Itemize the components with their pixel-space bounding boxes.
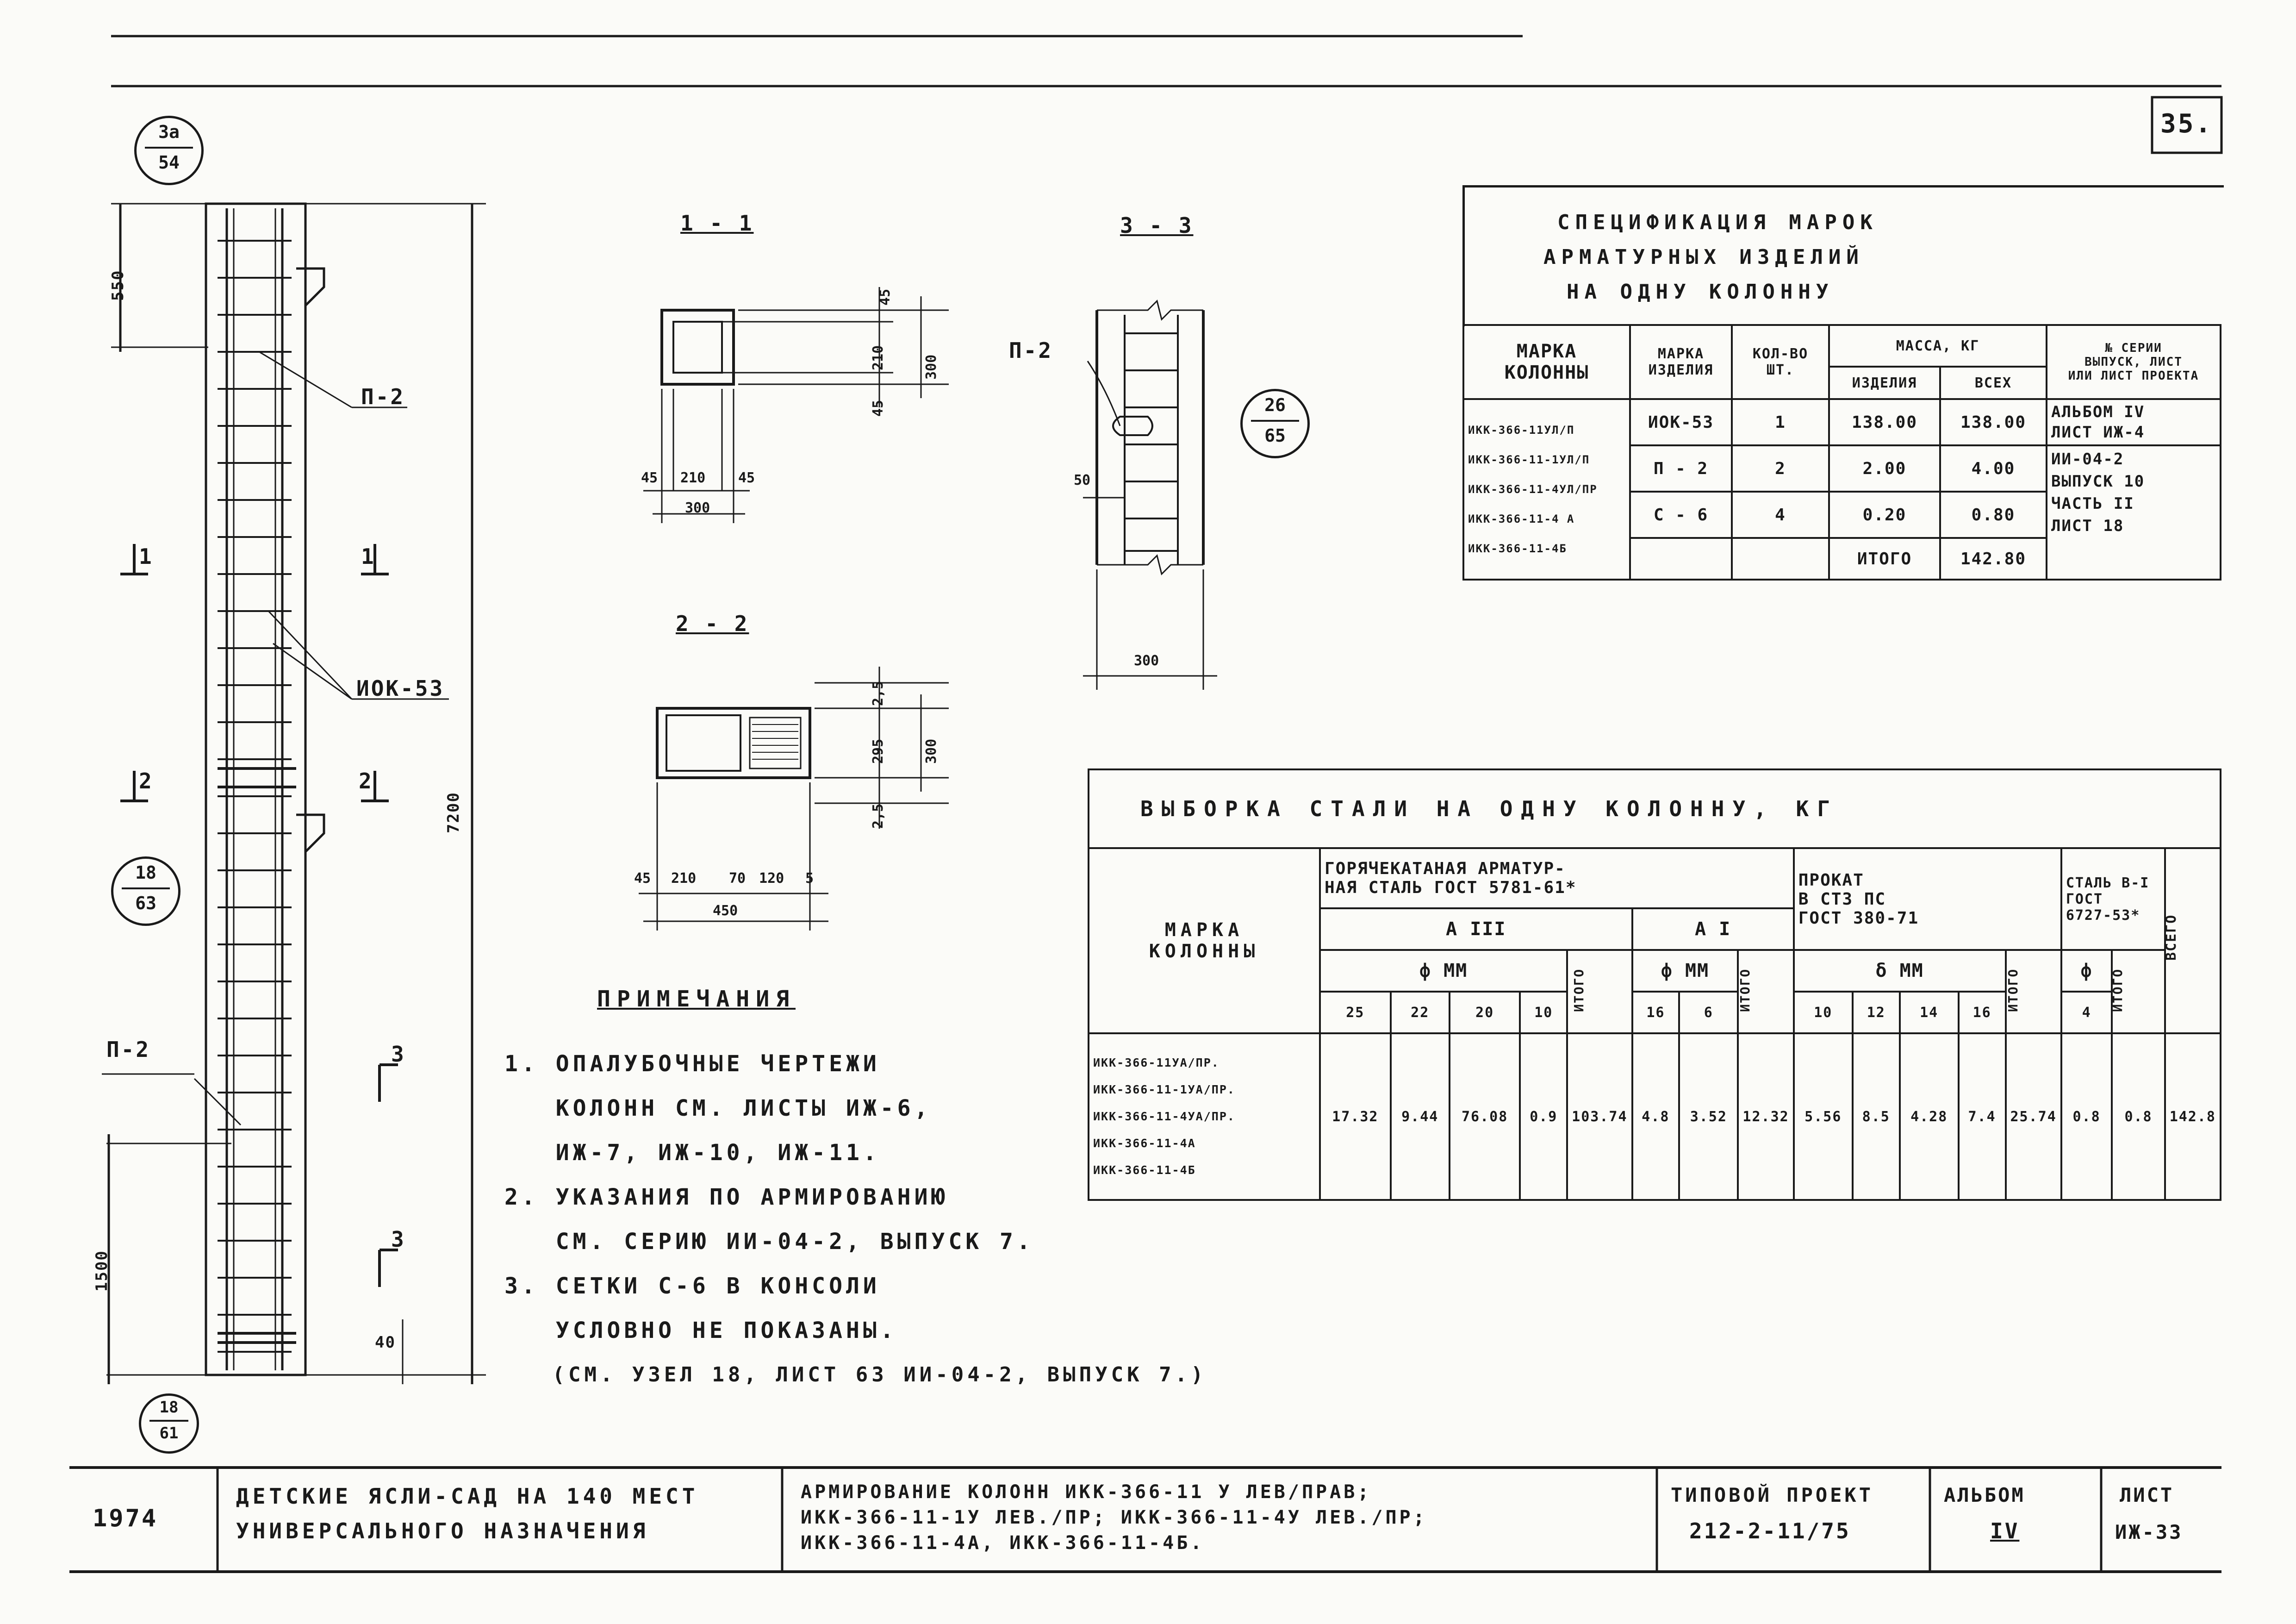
label-p2-lower: П-2 <box>106 1037 151 1062</box>
section-1-1-title: 1 - 1 <box>680 211 754 236</box>
s11-dim-300-v: 300 <box>923 354 940 380</box>
cut-3-upper: 3 <box>391 1042 406 1067</box>
steel-size-10: 10 <box>1520 992 1567 1033</box>
spec-title-line-1: СПЕЦИФИКАЦИЯ МАРОК <box>1557 211 1878 234</box>
spec-head-series-3: ИЛИ ЛИСТ ПРОЕКТА <box>2068 369 2199 383</box>
spec-series-line-2: ЛИСТ ИЖ-4 <box>2051 423 2145 442</box>
steel-head-a3: А III <box>1320 908 1632 950</box>
steel-value-d10: 5.56 <box>1794 1033 1853 1200</box>
steel-head-mark-2: КОЛОННЫ <box>1149 941 1260 962</box>
spec-row2-item: П - 2 <box>1630 445 1732 492</box>
spec-series-ii <box>2047 445 2221 580</box>
note-line-2: КОЛОНН СМ. ЛИСТЫ ИЖ-6, <box>504 1095 932 1121</box>
spec-row2-mass-item: 2.00 <box>1829 445 1940 492</box>
steel-value-total: 142.8 <box>2165 1033 2221 1200</box>
spec-column-mark-5: ИКК-366-11-4Б <box>1468 542 1567 555</box>
node-reference-section33 <box>1240 389 1310 458</box>
note-line-6: 3. СЕТКИ С-6 В КОНСОЛИ <box>504 1273 880 1299</box>
steel-size-6: 6 <box>1679 992 1738 1033</box>
steel-value-25: 17.32 <box>1320 1033 1391 1200</box>
s22-dim-210: 210 <box>671 870 697 887</box>
cut-1-left: 1 <box>139 544 154 569</box>
steel-value-a1-itogo: 12.32 <box>1738 1033 1793 1200</box>
steel-head-b1 <box>2061 848 2165 950</box>
steel-size-d14: 14 <box>1900 992 1959 1033</box>
spec-head-mark-col-2: КОЛОННЫ <box>1504 362 1589 383</box>
section-3-3-drawing <box>1083 301 1217 690</box>
spec-row1-mass-item: 138.00 <box>1829 399 1940 445</box>
spec-column-mark-1: ИКК-366-11УЛ/П <box>1468 424 1575 437</box>
node-reference-bottom <box>139 1393 199 1454</box>
spec-row1-qty: 1 <box>1732 399 1829 445</box>
spec-title-line-3: НА ОДНУ КОЛОННУ <box>1567 280 1834 304</box>
steel-value-b1-itogo: 0.8 <box>2112 1033 2165 1200</box>
s22-dim-2-5-bottom: 2,5 <box>870 803 886 829</box>
node-middle-number: 18 <box>135 862 156 883</box>
node-bottom-sheet: 61 <box>159 1424 179 1443</box>
dim-550: 550 <box>109 269 127 301</box>
note-line-8: (СМ. УЗЕЛ 18, ЛИСТ 63 ИИ-04-2, ВЫПУСК 7.) <box>504 1363 1207 1387</box>
cut-3-lower: 3 <box>391 1227 406 1252</box>
corner-sheet-number: 35. <box>2160 109 2213 139</box>
title-block-album-label: АЛЬБОМ <box>1944 1484 2025 1506</box>
steel-head-hot-rolled-1: ГОРЯЧЕКАТАНАЯ АРМАТУР- <box>1325 859 1566 878</box>
steel-head-delta: δ ММ <box>1794 950 2006 992</box>
s11-dim-45-bottom: 45 <box>870 400 886 417</box>
s11-dim-45-left: 45 <box>641 470 658 486</box>
spec-row3-mass-all: 0.80 <box>1940 492 2047 538</box>
spec-title-line-2: АРМАТУРНЫХ ИЗДЕЛИЙ <box>1543 245 1864 269</box>
section-2-2-drawing <box>639 667 949 931</box>
steel-head-a1-phi: ф ММ <box>1632 950 1738 992</box>
steel-mark-1: ИКК-366-11УА/ПР. <box>1093 1056 1220 1069</box>
title-block-desc-line-3: ИКК-366-11-4А, ИКК-366-11-4Б. <box>801 1532 1205 1554</box>
cut-2-right: 2 <box>359 768 373 793</box>
dim-7200: 7200 <box>444 792 463 833</box>
spec-row1-mass-all: 138.00 <box>1940 399 2047 445</box>
steel-mark-5: ИКК-366-11-4Б <box>1093 1163 1196 1177</box>
steel-value-d16: 7.4 <box>1959 1033 2006 1200</box>
steel-size-20: 20 <box>1450 992 1520 1033</box>
s11-dim-45-top: 45 <box>877 288 893 306</box>
steel-head-b1-3: 6727-53* <box>2066 907 2140 924</box>
node-reference-top <box>134 116 204 185</box>
spec-row1-item: ИОК-53 <box>1630 399 1732 445</box>
steel-head-a3-phi: ф ММ <box>1320 950 1567 992</box>
spec-head-series <box>2047 325 2221 399</box>
steel-head-b1-itogo <box>2112 950 2165 1033</box>
spec-column-marks <box>1463 399 1630 580</box>
steel-size-16: 16 <box>1632 992 1680 1033</box>
spec-row3-qty: 4 <box>1732 492 1829 538</box>
note-line-3: ИЖ-7, ИЖ-10, ИЖ-11. <box>504 1140 880 1166</box>
steel-head-a1-itogo <box>1738 950 1793 1033</box>
s22-dim-70: 70 <box>729 870 746 887</box>
steel-head-delta-itogo <box>2006 950 2061 1033</box>
steel-head-rolled <box>1794 848 2061 950</box>
steel-head-total <box>2165 848 2221 1033</box>
steel-size-b1-4: 4 <box>2061 992 2112 1033</box>
s22-dim-45: 45 <box>634 870 651 887</box>
steel-title: ВЫБОРКА СТАЛИ НА ОДНУ КОЛОННУ, КГ <box>1089 769 2221 848</box>
spec-series-line-1: АЛЬБОМ IV <box>2051 403 2145 421</box>
steel-head-hot-rolled-2: НАЯ СТАЛЬ ГОСТ 5781-61* <box>1325 878 1577 897</box>
node-bottom-number: 18 <box>159 1398 179 1417</box>
s22-dim-450: 450 <box>713 903 738 919</box>
spec-total-empty-1 <box>1630 538 1732 580</box>
steel-head-a1: А I <box>1632 908 1794 950</box>
steel-size-25: 25 <box>1320 992 1391 1033</box>
node-top-sheet: 54 <box>158 152 180 173</box>
title-block-desc-line-1: АРМИРОВАНИЕ КОЛОНН ИКК-366-11 У ЛЕВ/ПРАВ; <box>801 1481 1372 1503</box>
steel-head-a3-itogo-text: ИТОГО <box>1571 968 1587 1012</box>
steel-head-delta-itogo-text: ИТОГО <box>2005 968 2021 1012</box>
steel-head-rolled-1: ПРОКАТ <box>1798 870 1864 890</box>
s22-dim-120: 120 <box>759 870 784 887</box>
steel-table <box>1088 768 2221 1201</box>
notes-body <box>504 1042 1207 1397</box>
steel-value-delta-itogo: 25.74 <box>2006 1033 2061 1200</box>
title-block-project-label: ТИПОВОЙ ПРОЕКТ <box>1671 1484 1874 1506</box>
spec-head-qty-2: ШТ. <box>1766 362 1795 378</box>
steel-value-10: 0.9 <box>1520 1033 1567 1200</box>
spec-head-qty-1: КОЛ-ВО <box>1752 346 1809 362</box>
steel-head-b1-phi: ф <box>2061 950 2112 992</box>
cut-2-left: 2 <box>139 768 154 793</box>
steel-head-hot-rolled <box>1320 848 1794 908</box>
spec-row2-qty: 2 <box>1732 445 1829 492</box>
section-3-3-title: 3 - 3 <box>1120 213 1194 238</box>
notes-title: ПРИМЕЧАНИЯ <box>597 986 796 1012</box>
steel-head-rolled-3: ГОСТ 380-71 <box>1798 908 1919 928</box>
steel-value-6: 3.52 <box>1679 1033 1738 1200</box>
spec-head-mass: МАССА, КГ <box>1829 325 2047 367</box>
spec-column-mark-4: ИКК-366-11-4 А <box>1468 512 1575 525</box>
spec-total-empty-2 <box>1732 538 1829 580</box>
label-p2-upper: П-2 <box>361 384 405 409</box>
node-top-number: 3а <box>158 122 180 142</box>
node-section33-number: 26 <box>1264 395 1286 415</box>
s22-dim-2-5-top: 2,5 <box>870 681 886 706</box>
title-block-sheet-label: ЛИСТ <box>2120 1484 2174 1506</box>
s22-dim-300: 300 <box>923 738 940 764</box>
spec-row3-item: С - 6 <box>1630 492 1732 538</box>
spec-series-line-5: ЧАСТЬ II <box>2051 494 2134 513</box>
steel-mark-4: ИКК-366-11-4А <box>1093 1137 1196 1150</box>
cut-1-right: 1 <box>361 544 376 569</box>
spec-column-mark-3: ИКК-366-11-4УЛ/ПР <box>1468 483 1598 496</box>
steel-head-b1-itogo-text: ИТОГО <box>2110 968 2126 1012</box>
spec-column-mark-2: ИКК-366-11-1УЛ/П <box>1468 453 1590 466</box>
spec-head-qty <box>1732 325 1829 399</box>
steel-value-b1-4: 0.8 <box>2061 1033 2112 1200</box>
section-2-2-title: 2 - 2 <box>676 611 749 636</box>
spec-head-mark-col <box>1463 325 1630 399</box>
note-line-4: 2. УКАЗАНИЯ ПО АРМИРОВАНИЮ <box>504 1184 949 1210</box>
spec-row2-mass-all: 4.00 <box>1940 445 2047 492</box>
spec-head-series-1: № СЕРИИ <box>2105 341 2162 355</box>
spec-total-label: ИТОГО <box>1829 538 1940 580</box>
steel-size-d16: 16 <box>1959 992 2006 1033</box>
steel-value-d12: 8.5 <box>1853 1033 1900 1200</box>
steel-value-d14: 4.28 <box>1900 1033 1959 1200</box>
s11-dim-45-right: 45 <box>738 470 755 486</box>
steel-value-20: 76.08 <box>1450 1033 1520 1200</box>
s33-dim-300: 300 <box>1134 653 1159 669</box>
steel-value-16: 4.8 <box>1632 1033 1680 1200</box>
node-section33-sheet: 65 <box>1264 425 1286 446</box>
spec-head-series-2: ВЫПУСК, ЛИСТ <box>2084 355 2183 369</box>
steel-head-b1-1: СТАЛЬ В-I <box>2066 874 2150 891</box>
title-block-desc-line-2: ИКК-366-11-1У ЛЕВ./ПР; ИКК-366-11-4У ЛЕВ./ПР; <box>801 1507 1427 1528</box>
steel-head-mark <box>1089 848 1320 1033</box>
spec-head-mark-item-1: МАРКА <box>1657 346 1705 362</box>
spec-table <box>1462 324 2221 581</box>
title-block-object-line-2: УНИВЕРСАЛЬНОГО НАЗНАЧЕНИЯ <box>236 1518 649 1543</box>
spec-series-line-4: ВЫПУСК 10 <box>2051 472 2145 491</box>
steel-mark-3: ИКК-366-11-4УА/ПР. <box>1093 1110 1235 1123</box>
spec-head-mark-item <box>1630 325 1732 399</box>
steel-size-d12: 12 <box>1853 992 1900 1033</box>
node-reference-middle <box>111 856 180 926</box>
s22-dim-5: 5 <box>805 870 814 887</box>
steel-value-22: 9.44 <box>1391 1033 1450 1200</box>
steel-head-total-text: ВСЕГО <box>2163 914 2179 961</box>
steel-size-d10: 10 <box>1794 992 1853 1033</box>
spec-head-mass-item: ИЗДЕЛИЯ <box>1829 367 1940 399</box>
steel-head-b1-2: ГОСТ <box>2066 891 2103 907</box>
spec-series-album <box>2047 399 2221 445</box>
steel-head-a1-itogo-text: ИТОГО <box>1737 968 1753 1012</box>
spec-head-mark-col-1: МАРКА <box>1516 341 1577 362</box>
title-block-year: 1974 <box>93 1505 158 1532</box>
note-line-7: УСЛОВНО НЕ ПОКАЗАНЫ. <box>504 1318 897 1343</box>
node-middle-sheet: 63 <box>135 893 156 913</box>
dim-40: 40 <box>375 1333 396 1352</box>
s11-dim-300-h: 300 <box>685 500 710 516</box>
spec-series-line-6: ЛИСТ 18 <box>2051 517 2124 535</box>
spec-head-mass-all: ВСЕХ <box>1940 367 2047 399</box>
spec-total-value: 142.80 <box>1940 538 2047 580</box>
section-1-1-drawing <box>643 287 949 523</box>
title-block-object-line-1: ДЕТСКИЕ ЯСЛИ-САД НА 140 МЕСТ <box>236 1484 699 1509</box>
s11-dim-210-v: 210 <box>870 345 886 370</box>
title-block-album-number: IV <box>1990 1518 2020 1543</box>
spec-title-box <box>1462 185 2224 326</box>
steel-value-a3-itogo: 103.74 <box>1567 1033 1632 1200</box>
s22-dim-295: 295 <box>870 738 886 764</box>
title-block-project-number: 212-2-11/75 <box>1689 1518 1851 1543</box>
steel-head-a3-itogo <box>1567 950 1632 1033</box>
note-line-5: СМ. СЕРИЮ ИИ-04-2, ВЫПУСК 7. <box>504 1229 1034 1255</box>
label-iok53: ИОК-53 <box>356 676 445 701</box>
note-line-1: 1. ОПАЛУБОЧНЫЕ ЧЕРТЕЖИ <box>504 1051 880 1077</box>
title-block-sheet-number: ИЖ-33 <box>2115 1521 2183 1543</box>
spec-series-line-3: ИИ-04-2 <box>2051 450 2124 468</box>
s11-dim-210-h: 210 <box>680 470 706 486</box>
steel-head-rolled-2: В СТЗ ПС <box>1798 889 1886 909</box>
s33-dim-50: 50 <box>1074 472 1091 488</box>
steel-mark-2: ИКК-366-11-1УА/ПР. <box>1093 1083 1235 1096</box>
spec-row3-mass-item: 0.20 <box>1829 492 1940 538</box>
dim-1500: 1500 <box>93 1250 111 1292</box>
steel-head-mark-1: МАРКА <box>1164 919 1244 941</box>
spec-head-mark-item-2: ИЗДЕЛИЯ <box>1648 362 1714 378</box>
s33-label-p2: П-2 <box>1009 338 1053 363</box>
steel-size-22: 22 <box>1391 992 1450 1033</box>
